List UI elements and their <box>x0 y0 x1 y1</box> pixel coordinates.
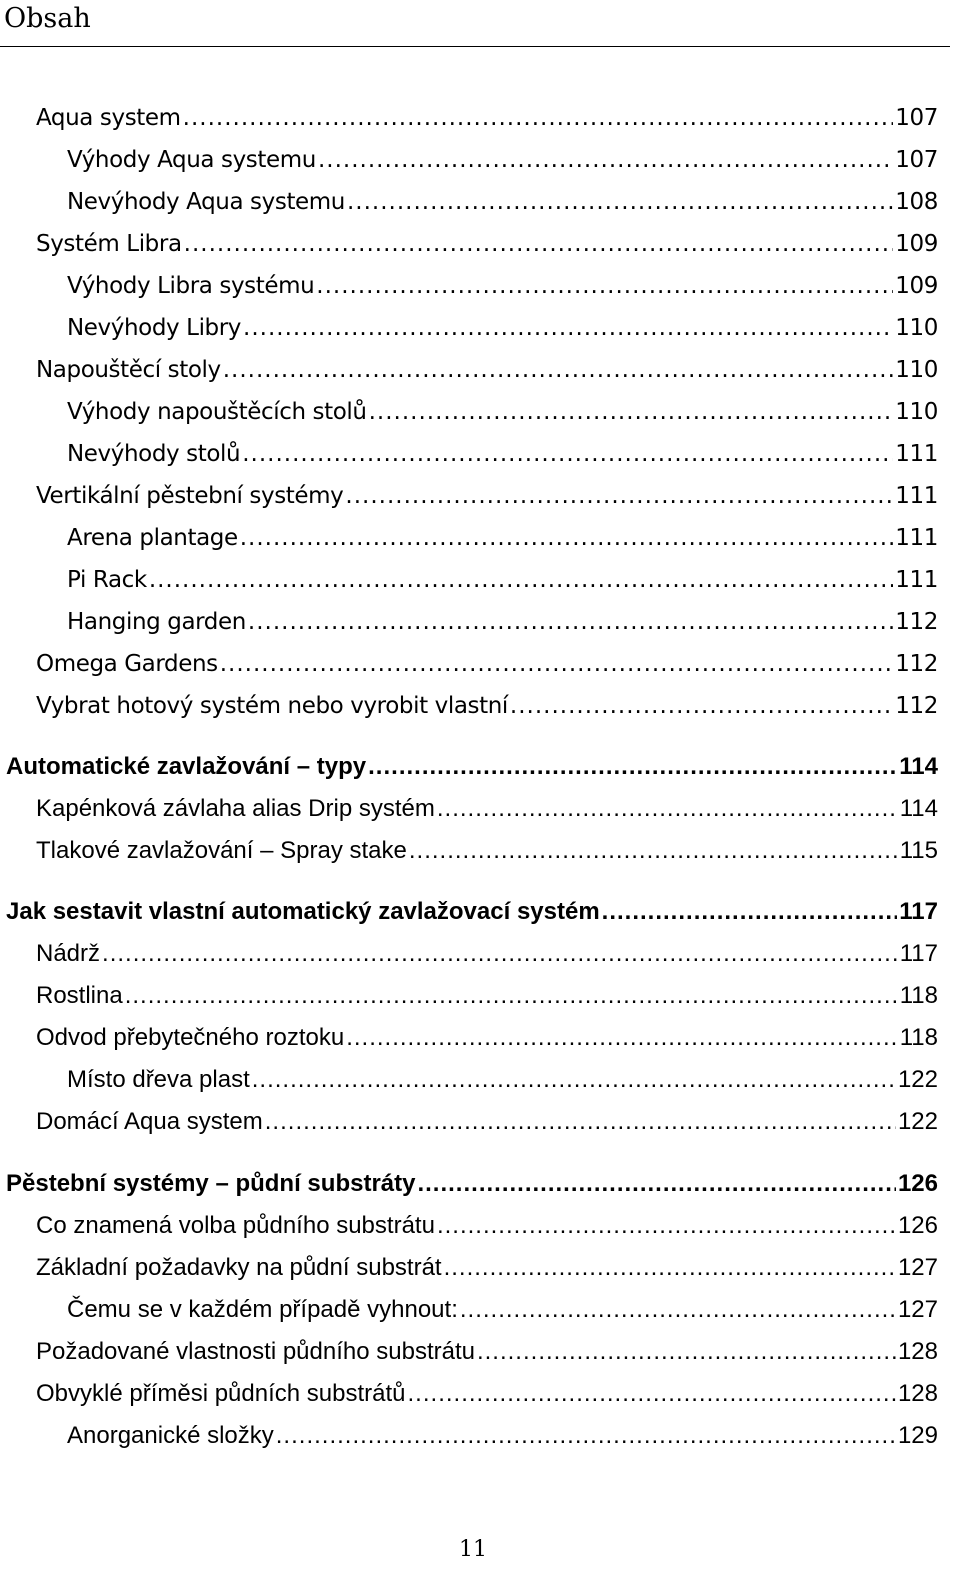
toc-entry-label: Výhody Aqua systemu <box>67 147 316 173</box>
toc-dot-leader <box>125 982 898 1010</box>
toc-entry[interactable] <box>36 651 938 677</box>
toc-entry-label: Rostlina <box>36 982 123 1009</box>
toc-entry[interactable] <box>6 898 938 926</box>
toc-entry-page: 128 <box>897 1380 938 1407</box>
toc-entry-page: 110 <box>895 399 938 425</box>
toc-dot-leader <box>437 1212 896 1240</box>
toc-entry-page: 122 <box>897 1066 938 1093</box>
toc-dot-leader <box>345 483 893 509</box>
toc-entry-page: 110 <box>895 357 938 383</box>
toc-dot-leader <box>318 147 893 173</box>
toc-entry-page: 129 <box>897 1422 938 1449</box>
toc-entry-page: 115 <box>899 837 938 864</box>
toc-entry-page: 118 <box>899 982 938 1009</box>
toc-entry-page: 128 <box>897 1338 938 1365</box>
toc-entry[interactable] <box>67 525 938 551</box>
toc-entry[interactable] <box>36 837 938 865</box>
toc-entry[interactable] <box>67 567 938 593</box>
toc-dot-leader <box>417 1170 895 1198</box>
toc-entry[interactable] <box>67 1066 938 1094</box>
toc-dot-leader <box>316 273 893 299</box>
toc-dot-leader <box>409 837 898 865</box>
toc-entry-label: Čemu se v každém případě vyhnout: <box>67 1296 458 1323</box>
toc-entry[interactable] <box>36 231 938 257</box>
toc-entry-page: 111 <box>895 567 938 593</box>
toc-dot-leader <box>248 609 893 635</box>
toc-entry[interactable] <box>67 189 938 215</box>
toc-dot-leader <box>184 231 894 257</box>
toc-entry-label: Kapénková závlaha alias Drip systém <box>36 795 435 822</box>
toc-entry[interactable] <box>36 693 938 719</box>
toc-entry[interactable] <box>6 1170 938 1198</box>
toc-dot-leader <box>346 1024 898 1052</box>
toc-dot-leader <box>240 525 894 551</box>
toc-entry-label: Anorganické složky <box>67 1422 274 1449</box>
toc-entry-label: Omega Gardens <box>36 651 218 677</box>
toc-entry[interactable] <box>36 1338 938 1366</box>
toc-entry-label: Domácí Aqua system <box>36 1108 263 1135</box>
toc-dot-leader <box>347 189 893 215</box>
toc-entry[interactable] <box>36 483 938 509</box>
toc-dot-leader <box>276 1422 896 1450</box>
toc-entry[interactable] <box>36 1024 938 1052</box>
toc-entry[interactable] <box>36 940 938 968</box>
toc-entry[interactable] <box>36 357 938 383</box>
toc-entry[interactable] <box>67 441 938 467</box>
toc-entry-label: Místo dřeva plast <box>67 1066 250 1093</box>
toc-entry[interactable] <box>67 315 938 341</box>
toc-entry[interactable] <box>36 982 938 1010</box>
page-number: 11 <box>459 1537 487 1562</box>
toc-entry-label: Pi Rack <box>67 567 147 593</box>
toc-dot-leader <box>220 651 894 677</box>
toc-entry-page: 112 <box>895 651 938 677</box>
toc-entry[interactable] <box>36 1108 938 1136</box>
toc-entry[interactable] <box>36 1380 938 1408</box>
toc-entry-label: Výhody Libra systému <box>67 273 315 299</box>
toc-dot-leader <box>602 898 898 926</box>
toc-entry-page: 118 <box>899 1024 938 1051</box>
toc-entry-label: Tlakové zavlažování – Spray stake <box>36 837 407 864</box>
toc-entry[interactable] <box>6 753 938 781</box>
toc-dot-leader <box>183 105 894 131</box>
toc-entry-label: Systém Libra <box>36 231 182 257</box>
toc-dot-leader <box>252 1066 896 1094</box>
toc-dot-leader <box>444 1254 896 1282</box>
toc-dot-leader <box>243 315 893 341</box>
toc-entry-page: 107 <box>895 147 938 173</box>
toc-dot-leader <box>102 940 898 968</box>
toc-entry[interactable] <box>67 1296 938 1324</box>
toc-entry-label: Nádrž <box>36 940 101 967</box>
toc-entry[interactable] <box>36 795 938 823</box>
toc-entry-label: Hanging garden <box>67 609 246 635</box>
toc-entry-page: 108 <box>895 189 938 215</box>
toc-entry[interactable] <box>67 399 938 425</box>
toc-entry-label: Nevýhody Libry <box>67 315 242 341</box>
toc-dot-leader <box>408 1380 896 1408</box>
toc-entry[interactable] <box>36 1254 938 1282</box>
toc-entry-label: Požadované vlastnosti půdního substrátu <box>36 1338 475 1365</box>
toc-entry-label: Pěstební systémy – půdní substráty <box>6 1170 416 1197</box>
toc-entry-label: Automatické zavlažování – typy <box>6 753 367 780</box>
toc-entry-page: 109 <box>895 231 938 257</box>
toc-entry-page: 127 <box>897 1254 938 1281</box>
toc-entry-page: 107 <box>895 105 938 131</box>
toc-entry[interactable] <box>36 105 938 131</box>
toc-entry-label: Napouštěcí stoly <box>36 357 221 383</box>
toc-entry[interactable] <box>67 1422 938 1450</box>
toc-entry-label: Odvod přebytečného roztoku <box>36 1024 345 1051</box>
toc-dot-leader <box>265 1108 896 1136</box>
toc-entry-page: 114 <box>899 753 938 780</box>
toc-entry-page: 112 <box>895 693 938 719</box>
toc-entry-label: Vertikální pěstební systémy <box>36 483 344 509</box>
toc-entry[interactable] <box>36 1212 938 1240</box>
toc-entry-page: 109 <box>895 273 938 299</box>
toc-dot-leader <box>369 399 894 425</box>
toc-entry-page: 122 <box>897 1108 938 1135</box>
toc-entry-label: Arena plantage <box>67 525 238 551</box>
toc-entry-page: 112 <box>895 609 938 635</box>
toc-entry-page: 127 <box>897 1296 938 1323</box>
toc-entry-page: 126 <box>897 1170 938 1197</box>
toc-entry-page: 111 <box>895 483 938 509</box>
toc-entry-page: 117 <box>899 898 938 925</box>
toc-dot-leader <box>437 795 898 823</box>
toc-entry-label: Co znamená volba půdního substrátu <box>36 1212 435 1239</box>
toc-entry-page: 126 <box>897 1212 938 1239</box>
toc-entry-label: Aqua system <box>36 105 181 131</box>
toc-entry[interactable] <box>67 273 938 299</box>
toc-entry[interactable] <box>67 147 938 173</box>
toc-entry-label: Jak sestavit vlastní automatický zavlažovací systém <box>6 898 600 925</box>
toc-dot-leader <box>223 357 894 383</box>
toc-entry-page: 110 <box>895 315 938 341</box>
toc-entry-label: Obvyklé příměsi půdních substrátů <box>36 1380 406 1407</box>
toc-dot-leader <box>510 693 893 719</box>
toc-dot-leader <box>477 1338 896 1366</box>
toc-dot-leader <box>149 567 893 593</box>
toc-dot-leader <box>242 441 893 467</box>
toc-entry-label: Nevýhody stolů <box>67 441 241 467</box>
toc-entry-label: Základní požadavky na půdní substrát <box>36 1254 442 1281</box>
toc-entry-page: 111 <box>895 525 938 551</box>
page-header <box>0 0 950 47</box>
toc-entry-label: Vybrat hotový systém nebo vyrobit vlastní <box>36 693 508 719</box>
toc-entry[interactable] <box>67 609 938 635</box>
toc-dot-leader <box>368 753 897 781</box>
toc-dot-leader <box>460 1296 896 1324</box>
toc-entry-label: Výhody napouštěcích stolů <box>67 399 367 425</box>
toc-entry-page: 114 <box>899 795 938 822</box>
toc-entry-page: 117 <box>899 940 938 967</box>
toc-entry-page: 111 <box>895 441 938 467</box>
toc-entry-label: Nevýhody Aqua systemu <box>67 189 345 215</box>
page-title: Obsah <box>4 3 91 34</box>
